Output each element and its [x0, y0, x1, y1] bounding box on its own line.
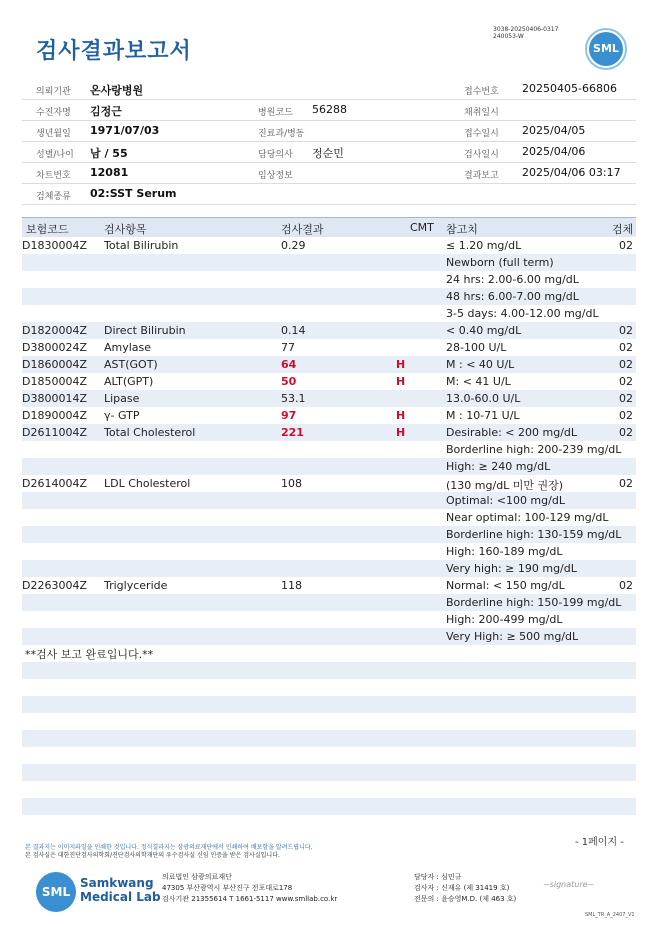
table-row: [22, 373, 636, 390]
cell-result: 77: [281, 341, 295, 354]
header-row: [22, 99, 636, 121]
cell-result: 50: [281, 375, 297, 388]
cell-test-name: Direct Bilirubin: [104, 324, 186, 337]
cell-flag: H: [396, 375, 406, 388]
cell-specimen: 02: [619, 426, 633, 439]
cell-reference: Borderline high: 130-159 mg/dL: [446, 528, 622, 541]
header-label: 성별/나이: [36, 150, 74, 160]
form-code: SML_TR_A_2407_V1: [585, 912, 635, 918]
header-value: 20250405-66806: [522, 82, 617, 95]
header-label: 결과보고: [464, 171, 499, 181]
cell-specimen: 02: [619, 409, 633, 422]
header-value: 온사랑병원: [90, 84, 144, 97]
table-row: [22, 475, 636, 492]
cell-result: 64: [281, 358, 297, 371]
cell-test-name: Total Bilirubin: [104, 239, 179, 252]
empty-row: [22, 696, 636, 713]
cell-result: 53.1: [281, 392, 306, 405]
cell-test-name: AST(GOT): [104, 358, 158, 371]
results-table-header: [22, 217, 636, 237]
header-label: 진료과/병동: [258, 129, 305, 139]
header-label: 생년월일: [36, 129, 71, 139]
cell-reference: M : < 40 U/L: [446, 358, 515, 371]
empty-row: [22, 730, 636, 747]
cell-reference: Borderline high: 150-199 mg/dL: [446, 596, 622, 609]
table-row: [22, 356, 636, 373]
cell-reference: ≤ 1.20 mg/dL: [446, 239, 522, 252]
cell-test-name: γ- GTP: [104, 409, 140, 422]
footer-logo: SML: [36, 872, 76, 912]
cell-reference: Very High: ≥ 500 mg/dL: [446, 630, 579, 643]
cell-code: D1860004Z: [22, 358, 87, 371]
empty-row: [22, 662, 636, 679]
cell-test-name: Lipase: [104, 392, 140, 405]
table-row: [22, 339, 636, 356]
cell-reference: 3-5 days: 4.00-12.00 mg/dL: [446, 307, 599, 320]
cell-reference: Optimal: <100 mg/dL: [446, 494, 565, 507]
cell-specimen: 02: [619, 392, 633, 405]
cell-test-name: LDL Cholesterol: [104, 477, 191, 490]
header-label: 의뢰기관: [36, 87, 71, 97]
empty-row: [22, 764, 636, 781]
header-label: 임상정보: [258, 171, 293, 181]
empty-row: [22, 747, 636, 764]
page-title: 검사결과보고서: [36, 39, 192, 64]
header-row: [22, 141, 636, 163]
cell-code: D3800014Z: [22, 392, 87, 405]
table-row: [22, 305, 636, 322]
header-value: 1971/07/03: [90, 124, 160, 137]
header-cmt: CMT: [410, 221, 434, 234]
footer-staff: 담당자 : 심민규 검사자 : 신재유 (제 31419 호) 전문의 : 윤승영M.D. (제 463 호): [414, 873, 517, 903]
empty-row: [22, 679, 636, 696]
cell-result: 221: [281, 426, 304, 439]
header-value: 56288: [312, 103, 347, 116]
table-row: [22, 322, 636, 339]
cell-reference: High: 200-499 mg/dL: [446, 613, 563, 626]
table-row: [22, 271, 636, 288]
header-row: [22, 78, 636, 100]
header-value: 2025/04/06 03:17: [522, 166, 621, 179]
header-ref: 참고치: [446, 223, 478, 236]
table-row: [22, 560, 636, 577]
footer-brand: Samkwang Medical Lab: [80, 876, 161, 904]
table-row: [22, 577, 636, 594]
accreditation-notice: 본 검사실은 대한진단검사의학회/진단검사의학재단의 우수검사실 신임 인증을 받은 검사실입니다.: [25, 852, 280, 859]
empty-row: [22, 798, 636, 815]
cell-reference: Near optimal: 100-129 mg/dL: [446, 511, 609, 524]
page-number: - 1페이지 -: [575, 837, 624, 848]
cell-specimen: 02: [619, 375, 633, 388]
header-code: 보험코드: [26, 223, 69, 236]
cell-reference: High: ≥ 240 mg/dL: [446, 460, 551, 473]
header-label: 담당의사: [258, 150, 293, 160]
cell-reference: < 0.40 mg/dL: [446, 324, 522, 337]
cell-reference: (130 mg/dL 미만 권장): [446, 479, 564, 492]
empty-row: [22, 815, 636, 832]
image-notice: 본 결과지는 이미지파일을 인쇄한 것입니다. 정식결과지는 삼광의료재단에서 인쇄하여 배포함을 알려드립니다.: [25, 844, 313, 851]
empty-row: [22, 713, 636, 730]
cell-code: D2614004Z: [22, 477, 87, 490]
cell-code: D2611004Z: [22, 426, 87, 439]
cell-flag: H: [396, 358, 406, 371]
cell-specimen: 02: [619, 579, 633, 592]
header-value: 2025/04/06: [522, 145, 586, 158]
header-label: 접수일시: [464, 129, 499, 139]
cell-reference: Normal: < 150 mg/dL: [446, 579, 565, 592]
header-label: 검체종류: [36, 192, 71, 202]
table-row: [22, 509, 636, 526]
cell-code: D3800024Z: [22, 341, 87, 354]
cell-reference: Borderline high: 200-239 mg/dL: [446, 443, 622, 456]
table-row: [22, 492, 636, 509]
header-label: 병원코드: [258, 108, 293, 118]
cell-reference: M : 10-71 U/L: [446, 409, 520, 422]
cell-test-name: Amylase: [104, 341, 152, 354]
table-row: [22, 526, 636, 543]
cell-result: 108: [281, 477, 302, 490]
cell-specimen: 02: [619, 324, 633, 337]
header-specimen: 검체: [612, 223, 634, 236]
cell-test-name: Triglyceride: [104, 579, 168, 592]
cell-reference: 13.0-60.0 U/L: [446, 392, 521, 405]
header-label: 수진자명: [36, 108, 71, 118]
table-row: [22, 424, 636, 441]
sml-logo: SML: [589, 32, 623, 66]
cell-code: D1890004Z: [22, 409, 87, 422]
header-label: 접수번호: [464, 87, 499, 97]
cell-specimen: 02: [619, 341, 633, 354]
header-value: 2025/04/05: [522, 124, 586, 137]
header-label: 차트번호: [36, 171, 71, 181]
table-row: [22, 611, 636, 628]
header-value: 02:SST Serum: [90, 187, 177, 200]
table-row: [22, 628, 636, 645]
header-name: 검사항목: [104, 223, 147, 236]
header-label: 검사일시: [464, 150, 499, 160]
table-row: [22, 458, 636, 475]
cell-specimen: 02: [619, 358, 633, 371]
signature: ~signature~: [543, 880, 595, 889]
table-row: [22, 543, 636, 560]
cell-result: 0.14: [281, 324, 306, 337]
cell-result: 118: [281, 579, 302, 592]
header-value: 12081: [90, 166, 129, 179]
cell-test-name: ALT(GPT): [104, 375, 154, 388]
header-value: 김정근: [90, 105, 122, 118]
cell-reference: 24 hrs: 2.00-6.00 mg/dL: [446, 273, 579, 286]
cell-specimen: 02: [619, 239, 633, 252]
table-row: [22, 288, 636, 305]
cell-reference: 48 hrs: 6.00-7.00 mg/dL: [446, 290, 579, 303]
document-id: 3038-20250406-0317 240053-W: [493, 26, 559, 40]
cell-code: D1850004Z: [22, 375, 87, 388]
empty-row: [22, 781, 636, 798]
header-value: 정순민: [312, 147, 344, 160]
cell-flag: H: [396, 409, 406, 422]
cell-reference: Desirable: < 200 mg/dL: [446, 426, 578, 439]
completion-text: **검사 보고 완료입니다.**: [25, 648, 154, 661]
cell-reference: Newborn (full term): [446, 256, 554, 269]
table-row: [22, 237, 636, 254]
cell-result: 97: [281, 409, 297, 422]
header-value: 남 / 55: [90, 147, 128, 160]
cell-code: D1820004Z: [22, 324, 87, 337]
cell-code: D2263004Z: [22, 579, 87, 592]
cell-result: 0.29: [281, 239, 306, 252]
header-row: [22, 162, 636, 184]
cell-reference: High: 160-189 mg/dL: [446, 545, 563, 558]
cell-reference: 28-100 U/L: [446, 341, 507, 354]
table-row: [22, 441, 636, 458]
header-label: 채취일시: [464, 108, 499, 118]
cell-reference: M: < 41 U/L: [446, 375, 511, 388]
table-row: [22, 390, 636, 407]
footer-organization: 의료법인 삼광의료재단 47305 부산광역시 부산진구 전포대로178 검사기관 21355614 T 1661-5117 www.smllab.co.kr: [162, 873, 338, 903]
header-result: 검사결과: [281, 223, 324, 236]
cell-flag: H: [396, 426, 406, 439]
cell-code: D1830004Z: [22, 239, 87, 252]
header-row: [22, 183, 636, 205]
cell-test-name: Total Cholesterol: [104, 426, 196, 439]
header-row: [22, 120, 636, 142]
cell-specimen: 02: [619, 477, 633, 490]
table-row: [22, 407, 636, 424]
cell-reference: Very high: ≥ 190 mg/dL: [446, 562, 577, 575]
table-row: [22, 594, 636, 611]
table-row: [22, 254, 636, 271]
